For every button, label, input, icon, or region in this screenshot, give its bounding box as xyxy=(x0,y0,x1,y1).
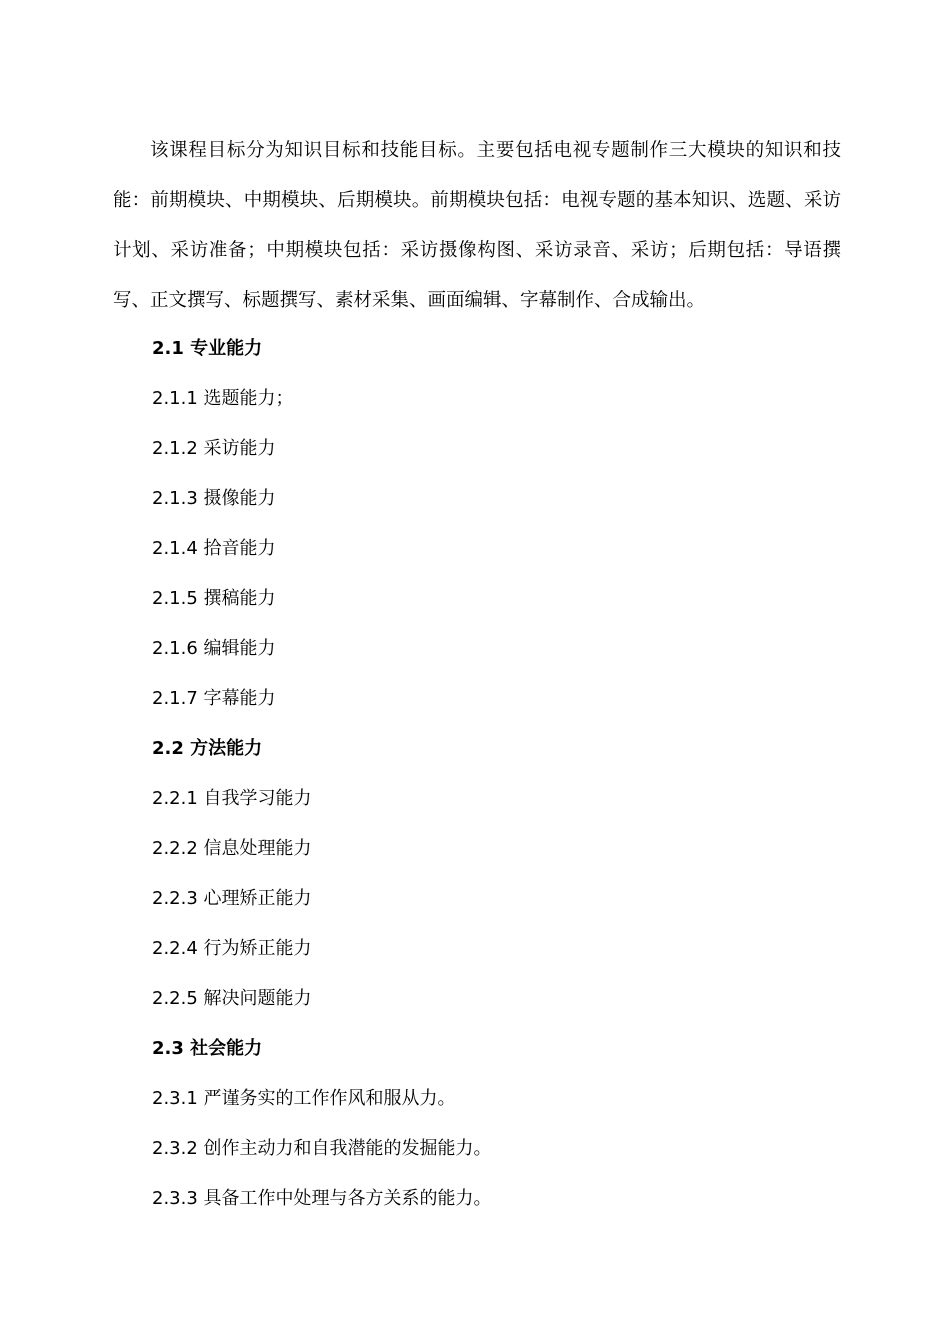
list-item: 2.1.4 拾音能力 xyxy=(152,538,276,559)
intro-paragraph: 该课程目标分为知识目标和技能目标。主要包括电视专题制作三大模块的知识和技能：前期模块、中期模块、后期模块。前期模块包括：电视专题的基本知识、选题、采访计划、采访准备；中期模块包括：采访摄像构图、采访录音、采访；后期包括：导语撰写、正文撰写、标题撰写、素材采集、画面编辑、字幕制作、合成输出。 xyxy=(113,140,841,311)
list-item: 2.1.3 摄像能力 xyxy=(152,488,276,509)
list-item: 2.3.3 具备工作中处理与各方关系的能力。 xyxy=(152,1188,492,1209)
ability-outline xyxy=(152,324,492,1224)
section-heading-method: 2.2 方法能力 xyxy=(152,738,263,759)
list-item: 2.2.1 自我学习能力 xyxy=(152,788,312,809)
list-item: 2.1.5 撰稿能力 xyxy=(152,588,276,609)
list-item: 2.3.2 创作主动力和自我潜能的发掘能力。 xyxy=(152,1138,492,1159)
section-heading-social: 2.3 社会能力 xyxy=(152,1038,263,1059)
list-item: 2.2.5 解决问题能力 xyxy=(152,988,312,1009)
section-heading-professional: 2.1 专业能力 xyxy=(152,338,263,359)
list-item: 2.1.1 选题能力； xyxy=(152,388,294,409)
list-item: 2.2.2 信息处理能力 xyxy=(152,838,312,859)
list-item: 2.2.4 行为矫正能力 xyxy=(152,938,312,959)
list-item: 2.3.1 严谨务实的工作作风和服从力。 xyxy=(152,1088,456,1109)
list-item: 2.1.6 编辑能力 xyxy=(152,638,276,659)
list-item: 2.2.3 心理矫正能力 xyxy=(152,888,312,909)
list-item: 2.1.2 采访能力 xyxy=(152,438,276,459)
list-item: 2.1.7 字幕能力 xyxy=(152,688,276,709)
